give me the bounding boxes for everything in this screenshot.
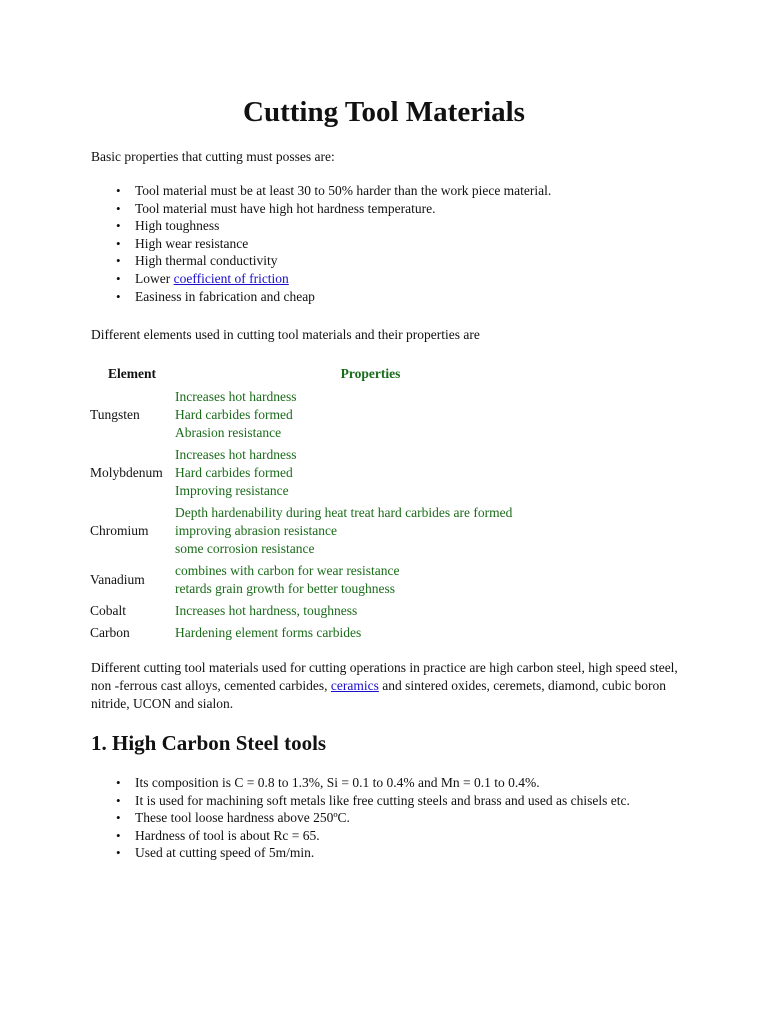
element-column-header: Element (108, 366, 156, 381)
properties-column-header: Properties (340, 366, 401, 381)
bullet-icon: • (116, 845, 121, 861)
bullet-icon: • (116, 270, 121, 286)
bullet-icon: • (116, 792, 121, 808)
table-row (90, 502, 567, 560)
coefficient-of-friction-link[interactable]: coefficient of friction (173, 270, 289, 286)
element-cell: Carbon (90, 625, 130, 640)
table-row (90, 600, 567, 622)
bullet-icon: • (116, 288, 121, 304)
bullet-icon: • (116, 827, 121, 843)
bullet-icon: • (116, 810, 121, 826)
bullet-icon: • (116, 775, 121, 790)
list-item: • These tool loose hardness above 250ºC. (116, 810, 350, 826)
bullet-icon: • (116, 235, 121, 251)
list-item: • High thermal conductivity (116, 253, 278, 269)
list-item: • Lower coefficient of friction (116, 270, 289, 286)
table-row (90, 444, 567, 502)
materials-paragraph: Different cutting tool materials used for cutting operations in practice are high carbon steel, high speed steel, non -ferrous cast alloys, cemented carbides, ceramics and sintered oxides, ceremets, diamond, cubic boron nitride, UCON and sialon. (91, 660, 678, 711)
properties-cell: Increases hot hardness, toughness (175, 603, 358, 618)
intro-text: Basic properties that cutting must posses are: (91, 149, 335, 164)
list-item: • Easiness in fabrication and cheap (116, 288, 315, 304)
table-header-row (90, 362, 567, 386)
element-cell: Chromium (90, 523, 149, 538)
ceramics-link[interactable]: ceramics (330, 678, 379, 693)
table-row (90, 560, 567, 600)
properties-cell: Increases hot hardness Hard carbides formed Improving resistance (175, 447, 297, 498)
element-cell: Molybdenum (90, 465, 163, 480)
properties-cell: combines with carbon for wear resistance retards grain growth for better toughness (175, 563, 400, 596)
table-row (90, 622, 567, 644)
list-item: • High toughness (116, 218, 220, 234)
properties-cell: Hardening element forms carbides (175, 625, 362, 640)
page-title: Cutting Tool Materials (243, 96, 525, 128)
element-properties-table (90, 362, 567, 644)
element-cell: Tungsten (90, 407, 140, 422)
list-item: • Used at cutting speed of 5m/min. (116, 845, 315, 861)
list-item: • Tool material must have high hot hardness temperature. (116, 200, 436, 216)
bullet-icon: • (116, 200, 121, 216)
list-item: • Tool material must be at least 30 to 50% harder than the work piece material. (116, 183, 552, 198)
properties-list (91, 182, 551, 305)
section-heading-high-carbon-steel: 1. High Carbon Steel tools (91, 731, 327, 755)
bullet-icon: • (116, 253, 121, 269)
bullet-icon: • (116, 183, 121, 198)
list-item: • Its composition is C = 0.8 to 1.3%, Si = 0.1 to 0.4% and Mn = 0.1 to 0.4%. (116, 775, 540, 790)
bullet-icon: • (116, 218, 121, 234)
table-row (90, 386, 567, 444)
list-item: • It is used for machining soft metals like free cutting steels and brass and used as chisels etc. (116, 792, 630, 808)
element-cell: Vanadium (90, 572, 145, 587)
element-cell: Cobalt (90, 603, 126, 618)
properties-cell: Depth hardenability during heat treat hard carbides are formed improving abrasion resistance some corrosion resistance (175, 505, 513, 556)
list-item: • Hardness of tool is about Rc = 65. (116, 827, 320, 843)
elements-intro: Different elements used in cutting tool materials and their properties are (91, 327, 480, 342)
list-item: • High wear resistance (116, 235, 249, 251)
high-carbon-steel-list (91, 774, 691, 862)
properties-cell: Increases hot hardness Hard carbides formed Abrasion resistance (175, 389, 297, 440)
